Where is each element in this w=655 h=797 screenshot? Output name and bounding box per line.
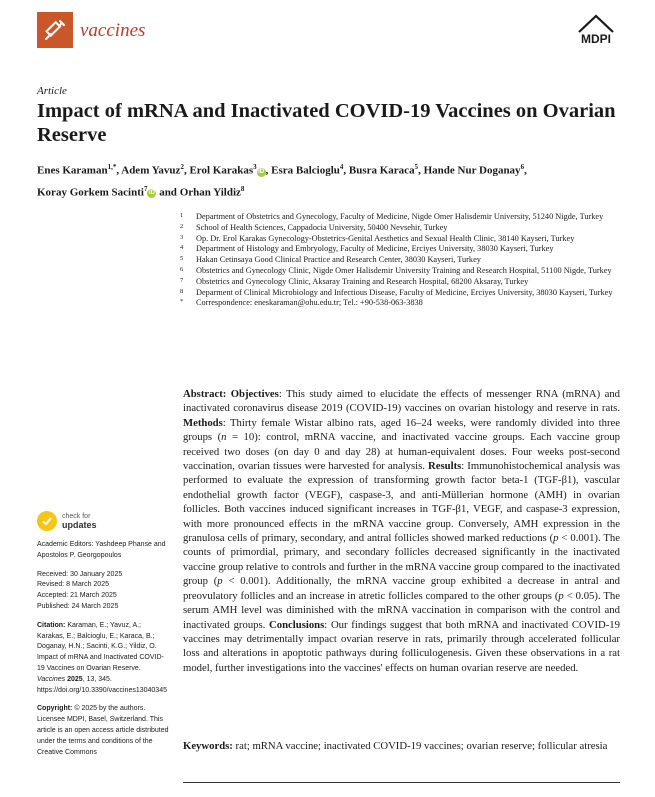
affiliation-item [180, 244, 620, 255]
affiliation-item [180, 223, 620, 234]
abstract-text: p [217, 575, 223, 588]
citation [37, 621, 170, 697]
affiliations [180, 212, 620, 309]
author-affiliation-marker: 3 [253, 163, 257, 171]
affiliation-number: 3 [180, 233, 184, 241]
author-name[interactable]: Esra Balcioglu [271, 164, 340, 177]
copyright-label: Copyright: [37, 705, 73, 713]
journal-logo[interactable] [37, 12, 73, 48]
affiliation-text: Op. Dr. Erol Karakas Gynecology-Obstetrics-Genital Aesthetics and Sexual Health Clinic, 38140 Kayseri, Turkey [196, 233, 575, 243]
keywords-label: Keywords: [183, 740, 233, 752]
author-affiliation-marker: 1,* [107, 163, 117, 171]
abstract-text: = 10): control, mRNA vaccine, and inactivated vaccine groups. Each vaccine group received two doses (on day 0 and day 28) at human-equivalent doses. Four weeks post-second vaccination, ovarian tissues were harvested for analysis. [183, 431, 621, 473]
abstract-text: p [558, 589, 564, 602]
check-updates-big: updates [62, 520, 97, 530]
abstract-text: : Our findings suggest that both mRNA and inactivated COVID-19 vaccines may detrimentally impact ovarian reserve in rats, primarily through accelerated follicular loss and alterations in apoptotic pathways during folliculogenesis. Given these observations in a rat model, further investigations into the vaccines' effects on human ovarian reserve are needed. [183, 618, 620, 674]
affiliation-text: Deparment of Clinical Microbiology and Infectious Disease, Faculty of Medicine, Erciyes University, 38030 Kayseri, Turkey [196, 287, 613, 297]
section-divider [183, 782, 620, 783]
author-name[interactable]: Busra Karaca [348, 164, 415, 177]
abstract-section-heading: Methods [183, 416, 223, 429]
citation-journal: Vaccines [37, 675, 66, 683]
date-published: Published: 24 March 2025 [37, 602, 119, 610]
syringe-icon [41, 16, 69, 44]
orcid-icon[interactable]: iD [148, 190, 155, 197]
abstract-text: < 0.001). The counts of primordial, primary, and secondary follicles decreased significantly in the inactivated vaccine group relative to controls and further in the mRNA vaccine group compared to the inactivated group ( [183, 532, 620, 588]
citation-label: Citation: [37, 621, 66, 629]
publisher-name: MDPI [581, 32, 611, 46]
abstract-text: : Thirty female Wistar albino rats, aged 16–24 weeks, were randomly divided into three groups ( [183, 416, 620, 444]
author-name[interactable]: Koray Gorkem Sacinti [37, 186, 144, 199]
author-name[interactable]: Enes Karaman [37, 164, 108, 177]
affiliation-text: Hakan Cetinsaya Good Clinical Practice and Research Center, 38030 Kayseri, Turkey [196, 255, 481, 265]
affiliation-item [180, 234, 620, 245]
abstract-text: n [221, 431, 227, 444]
abstract-text: < 0.05). The serum AMH level was diminished with the mRNA vaccination in comparison with the control and inactivated groups. [183, 589, 620, 631]
article-type: Article [37, 85, 67, 97]
publisher-logo[interactable] [571, 12, 621, 52]
keywords [183, 739, 620, 753]
affiliation-item [180, 212, 620, 223]
abstract-text: p [553, 532, 559, 545]
author-affiliation-marker: 4 [339, 163, 344, 171]
date-revised: Revised: 8 March 2025 [37, 581, 109, 589]
affiliation-number: 6 [180, 265, 184, 273]
abstract-section-heading: Results [428, 460, 462, 473]
affiliation-item [180, 288, 620, 299]
affiliation-number: 1 [180, 212, 184, 219]
keywords-text: rat; mRNA vaccine; inactivated COVID-19 vaccines; ovarian reserve; follicular atresia [232, 740, 608, 752]
citation-text: Karaman, E.; Yavuz, A.; Karakas, E.; Balcioglu, E.; Karaca, B.; Doganay, H.N.; Sacinti, K.G.; Yildiz, O. Impact of mRNA and Inactivated COVID-19 Vaccines on Ovarian Reserve. [37, 621, 164, 672]
abstract [183, 387, 620, 675]
affiliation-item [180, 277, 620, 288]
affiliation-number: 4 [180, 244, 184, 252]
author-name[interactable]: Hande Nur Doganay [423, 164, 521, 177]
sidebar [37, 508, 170, 766]
author-name[interactable]: Adem Yavuz [121, 164, 181, 177]
abstract-text: : Immunohistochemical analysis was performed to evaluate the expression of transforming growth factor beta-1 (TGF-β1), vascular endothelial growth factor (VEGF), caspase-3, and anti-Müllerian hormone (AMH) in ovarian follicles. Both vaccines induced significant increases in TGF-β1, VEGF, and caspase-3 expression, with more pronounced effects in the mRNA vaccine group. Conversely, AMH expression in the granulosa cells of primary, secondary, and antral follicles showed marked reductions ( [183, 460, 621, 545]
mdpi-roof-icon [576, 12, 616, 34]
abstract-text: < 0.001). Additionally, the mRNA vaccine group exhibited a decrease in antral and preovulatory follicles and an increase in atretic follicles compared to the other groups ( [183, 575, 620, 602]
affiliation-text: Department of Histology and Embryology, Faculty of Medicine, Erciyes University, 38030 Kayseri, Turkey [196, 244, 554, 254]
author-affiliation-marker: 7 [143, 184, 148, 193]
check-updates-small: check for [62, 513, 91, 520]
author-affiliation-marker: 2 [180, 163, 184, 171]
citation-doi[interactable]: , 13, 345. https://doi.org/10.3390/vaccines13040345 [37, 675, 167, 694]
article-title: Impact of mRNA and Inactivated COVID-19 Vaccines on Ovarian Reserve [37, 100, 616, 146]
history-dates [37, 570, 170, 613]
affiliation-item [180, 298, 620, 309]
date-accepted: Accepted: 21 March 2025 [37, 592, 117, 600]
page-header [37, 12, 621, 54]
abstract-section-heading: Conclusions [269, 618, 325, 631]
affiliation-text: Obstetrics and Gynecology Clinic, Nigde Omer Halisdemir University Training and Research Hospital, 51100 Nigde, Turkey [196, 265, 612, 275]
author-affiliation-marker: 8 [240, 184, 245, 193]
journal-name[interactable]: vaccines [80, 20, 146, 41]
check-for-updates[interactable] [37, 508, 170, 534]
affiliation-number: * [180, 298, 184, 306]
date-received: Received: 30 January 2025 [37, 570, 123, 578]
check-updates-icon [37, 511, 57, 531]
orcid-icon[interactable]: iD [258, 168, 265, 175]
abstract-label: Abstract: [183, 388, 227, 400]
abstract-section-heading: Objectives [230, 388, 279, 400]
author-list: Enes Karaman$^{1,*}$, Adem Yavuz$^2$, Erol Karakas$^3$iD , Esra Balcioglu$^4$, Busra Karaca$^5$, Hande Nur Doganay$^6$, Koray Gorkem Sacinti$^7$iD and Orhan Yildiz$^8$ [37, 163, 527, 199]
author-name[interactable]: Orhan Yildiz [179, 186, 241, 199]
affiliation-text: Correspondence: eneskaraman@ohu.edu.tr; Tel.: +90-538-063-3838 [196, 298, 423, 308]
author-name[interactable]: Erol Karakas [189, 164, 254, 177]
author-affiliation-marker: 5 [414, 163, 419, 171]
affiliation-text: Department of Obstetrics and Gynecology, Faculty of Medicine, Nigde Omer Halisdemir University, 51240 Nigde, Turkey [196, 212, 604, 221]
affiliation-number: 7 [180, 276, 184, 284]
affiliation-number: 8 [180, 287, 184, 295]
copyright-text: © 2025 by the authors. Licensee MDPI, Basel, Switzerland. This article is an open access article distributed under the terms and conditions of the Creative Commons [37, 705, 169, 756]
affiliation-item [180, 255, 620, 266]
affiliation-text: School of Health Sciences, Cappadocia University, 50400 Nevsehir, Turkey [196, 222, 448, 232]
author-affiliation-marker: 6 [520, 163, 525, 171]
affiliation-item [180, 266, 620, 277]
academic-editors: Academic Editors: Yashdeep Phanse and Apostolos P. Georgopoulos [37, 541, 166, 559]
abstract-text: : This study aimed to elucidate the effects of messenger RNA (mRNA) and inactivated coronavirus disease 2019 (COVID-19) vaccines on ovarian histology and reserve in rats. [183, 388, 621, 415]
affiliation-text: Obstetrics and Gynecology Clinic, Aksaray Training and Research Hospital, 68200 Aksaray, Turkey [196, 276, 529, 286]
citation-year: 2025 [65, 675, 83, 683]
abstract-body [183, 388, 620, 674]
affiliation-number: 5 [180, 255, 184, 263]
copyright [37, 704, 170, 758]
affiliation-number: 2 [180, 222, 184, 230]
